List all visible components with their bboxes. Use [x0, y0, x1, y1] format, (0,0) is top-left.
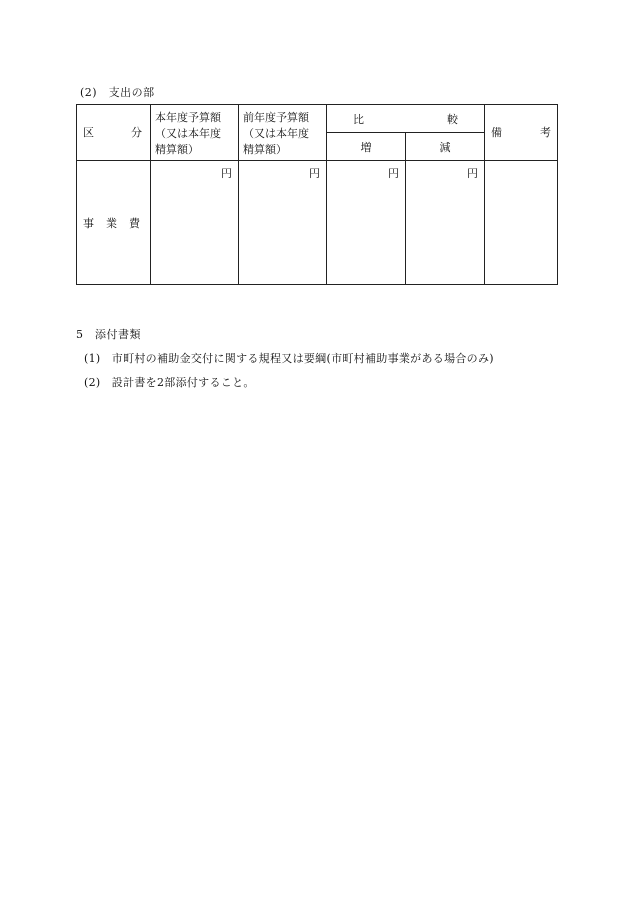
yen-unit: 円: [221, 167, 232, 180]
yen-unit: 円: [309, 167, 320, 180]
header-last-year-line-3: 精算額）: [243, 143, 287, 156]
bikou-cell: [485, 161, 558, 285]
header-kubun: [77, 105, 151, 161]
row-label-cell: [77, 161, 151, 285]
header-bikou-char-2: 考: [540, 126, 551, 139]
increase-amount-cell: [327, 161, 406, 285]
header-this-year: [151, 105, 239, 161]
header-last-year-line-1: 前年度予算額: [243, 111, 309, 124]
yen-unit: 円: [388, 167, 399, 180]
decrease-amount-cell: [406, 161, 485, 285]
attachments-section-title: 5 添付書類: [76, 328, 141, 341]
row-label-char-2: 業: [106, 217, 117, 230]
attachment-item: (1) 市町村の補助金交付に関する規程又は要綱(市町村補助事業がある場合のみ): [84, 352, 494, 365]
expense-table: [76, 104, 558, 285]
header-last-year-line-2: （又は本年度: [243, 127, 309, 140]
this-year-amount-cell: [151, 161, 239, 285]
header-decrease: [406, 133, 485, 161]
header-bikou-char-1: 備: [491, 126, 502, 139]
header-increase: [327, 133, 406, 161]
header-this-year-line-1: 本年度予算額: [155, 111, 221, 124]
header-hikaku: [327, 105, 485, 133]
header-hikaku-char-2: 較: [447, 113, 458, 126]
row-label-char-1: 事: [83, 217, 94, 230]
header-kubun-char-1: 区: [83, 126, 94, 139]
row-label-char-3: 費: [129, 217, 140, 230]
header-increase-label: 増: [360, 141, 372, 154]
header-this-year-line-3: 精算額）: [155, 143, 199, 156]
expense-section-title: (2) 支出の部: [80, 86, 155, 99]
header-kubun-char-2: 分: [131, 126, 142, 139]
header-this-year-line-2: （又は本年度: [155, 127, 221, 140]
yen-unit: 円: [467, 167, 478, 180]
header-decrease-label: 減: [439, 141, 451, 154]
last-year-amount-cell: [239, 161, 327, 285]
header-hikaku-char-1: 比: [353, 113, 364, 126]
header-last-year: [239, 105, 327, 161]
header-bikou: [485, 105, 558, 161]
attachment-item: (2) 設計書を2部添付すること。: [84, 376, 255, 389]
